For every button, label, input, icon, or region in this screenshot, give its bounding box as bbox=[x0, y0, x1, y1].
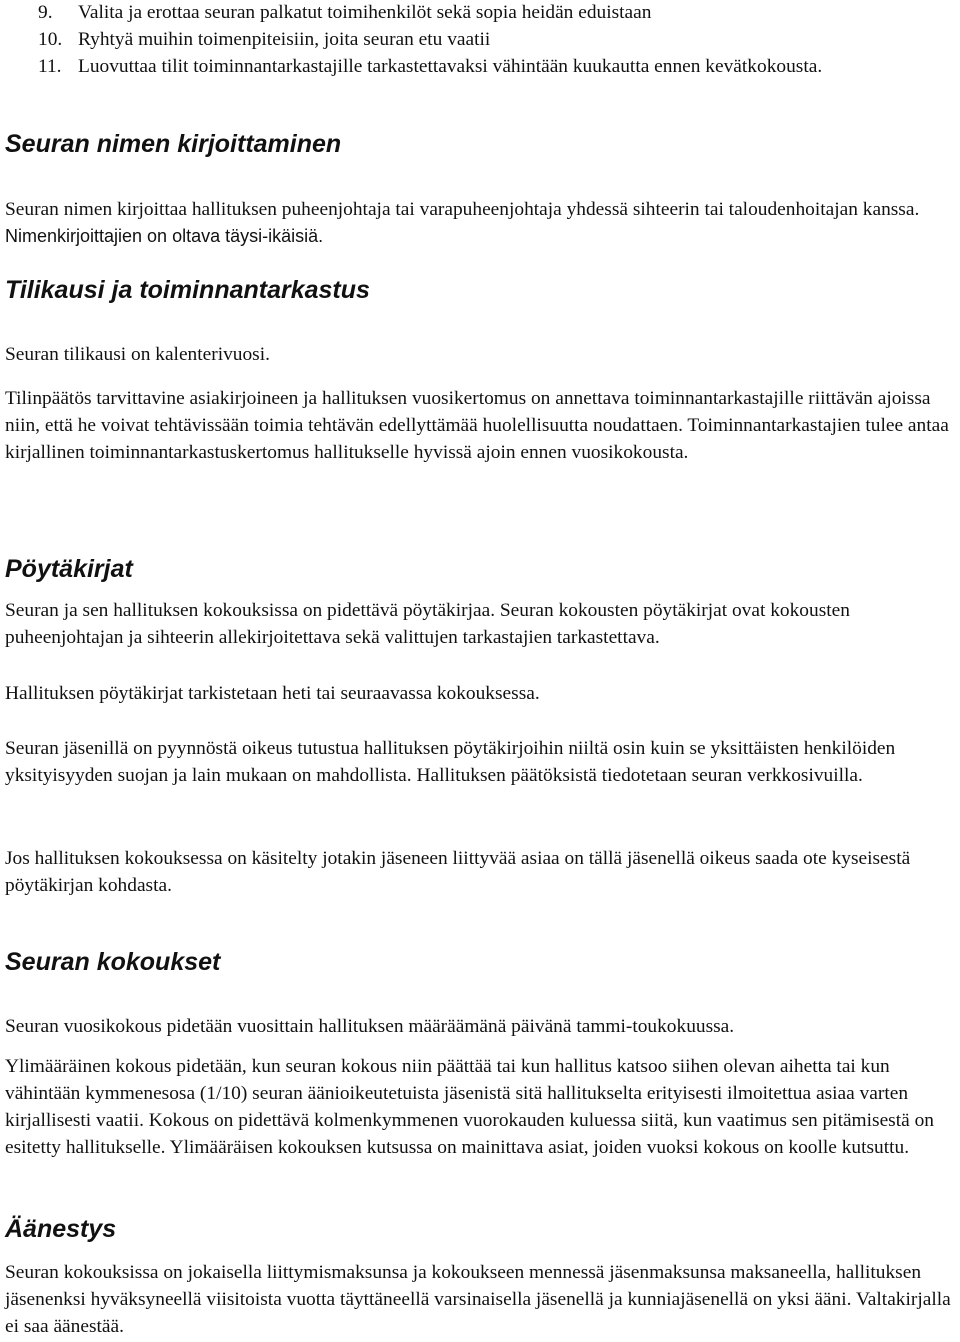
list-item-text: Valita ja erottaa seuran palkatut toimihenkilöt sekä sopia heidän eduistaan bbox=[78, 2, 652, 23]
paragraph-poytakirjat-1: Seuran ja sen hallituksen kokouksissa on pidettävä pöytäkirjaa. Seuran kokousten pöytäkirjat ovat kokousten puheenjohtajan ja sihteerin allekirjoitettava sekä valittujen tarkastajien tarkastettava. bbox=[5, 600, 850, 648]
paragraph-tilikausi-2: Tilinpäätös tarvittavine asiakirjoineen ja hallituksen vuosikertomus on annettava toiminnantarkastajille riittävän ajoissa niin, että he voivat tehtävissään toimia tehtävän edellyttämää huolellisuutta noudattaen. Toiminnantarkastajien tulee antaa kirjallinen toiminnantarkastuskertomus hallitukselle hyvissä ajoin ennen vuosikokousta. bbox=[5, 388, 949, 463]
paragraph-aanestys-1: Seuran kokouksissa on jokaisella liittymismaksunsa ja kokoukseen mennessä jäsenmaksunsa maksaneella, hallituksen jäsenenksi hyväksyneellä viisitoista vuotta täyttäneellä varsinaisella jäsenellä ja kunniajäsenellä on yksi ääni. Valtakirjalla ei saa äänestää. bbox=[5, 1262, 951, 1337]
section-heading-tilikausi: Tilikausi ja toiminnantarkastus bbox=[5, 276, 370, 304]
paragraph-tilikausi-1: Seuran tilikausi on kalenterivuosi. bbox=[5, 344, 270, 365]
paragraph-text: Seuran nimen kirjoittaa hallituksen puheenjohtaja tai varapuheenjohtaja yhdessä sihteerin tai taloudenhoitajan kanssa. bbox=[5, 199, 920, 220]
duties-list bbox=[0, 0, 960, 80]
paragraph-kokoukset-2: Ylimääräinen kokous pidetään, kun seuran kokous niin päättää tai kun hallitus katsoo siihen olevan aihetta tai kun vähintään kymmenesosa (1/10) seuran äänioikeutetuista jäsenistä sitä hallitukselta erityisesti ilmoitettua asiaa varten kirjallisesti vaatii. Kokous on pidettävä kolmenkymmenen vuorokauden kuluessa siitä, kun vaatimus sen pitämisestä on esitetty hallitukselle. Ylimääräisen kokouksen kutsussa on mainittava asiat, joiden vuoksi kokous on koolle kutsuttu. bbox=[5, 1056, 934, 1158]
list-item-number: 11. bbox=[38, 56, 62, 77]
paragraph-poytakirjat-3: Seuran jäsenillä on pyynnöstä oikeus tutustua hallituksen pöytäkirjoihin niiltä osin kuin se yksittäisten henkilöiden yksityisyyden suojan ja lain mukaan on mahdollista. Hallituksen päätöksistä tiedotetaan seuran verkkosivuilla. bbox=[5, 738, 896, 786]
section-heading-kokoukset: Seuran kokoukset bbox=[5, 948, 221, 976]
section-heading-aanestys: Äänestys bbox=[5, 1215, 117, 1243]
section-heading-poytakirjat: Pöytäkirjat bbox=[5, 555, 133, 583]
paragraph-kokoukset-1: Seuran vuosikokous pidetään vuosittain hallituksen määräämänä päivänä tammi-toukokuussa. bbox=[5, 1016, 735, 1037]
paragraph-text-sans: Nimenkirjoittajien on oltava täysi-ikäisiä. bbox=[5, 226, 324, 246]
list-item-number: 10. bbox=[38, 29, 63, 50]
list-item-text: Ryhtyä muihin toimenpiteisiin, joita seuran etu vaatii bbox=[78, 29, 491, 50]
list-item bbox=[38, 26, 960, 53]
paragraph-nimenkirjoitus bbox=[5, 196, 955, 250]
list-item-text: Luovuttaa tilit toiminnantarkastajille tarkastettavaksi vähintään kuukautta ennen kevätkokousta. bbox=[78, 56, 823, 77]
paragraph-poytakirjat-2: Hallituksen pöytäkirjat tarkistetaan heti tai seuraavassa kokouksessa. bbox=[5, 683, 540, 704]
section-heading-nimenkirjoitus: Seuran nimen kirjoittaminen bbox=[5, 130, 342, 158]
list-item-number: 9. bbox=[38, 2, 53, 23]
paragraph-poytakirjat-4: Jos hallituksen kokouksessa on käsitelty jotakin jäseneen liittyvää asiaa on tällä jäsenellä oikeus saada ote kyseisestä pöytäkirjan kohdasta. bbox=[5, 848, 911, 896]
list-item bbox=[38, 53, 960, 80]
list-item bbox=[38, 0, 960, 26]
